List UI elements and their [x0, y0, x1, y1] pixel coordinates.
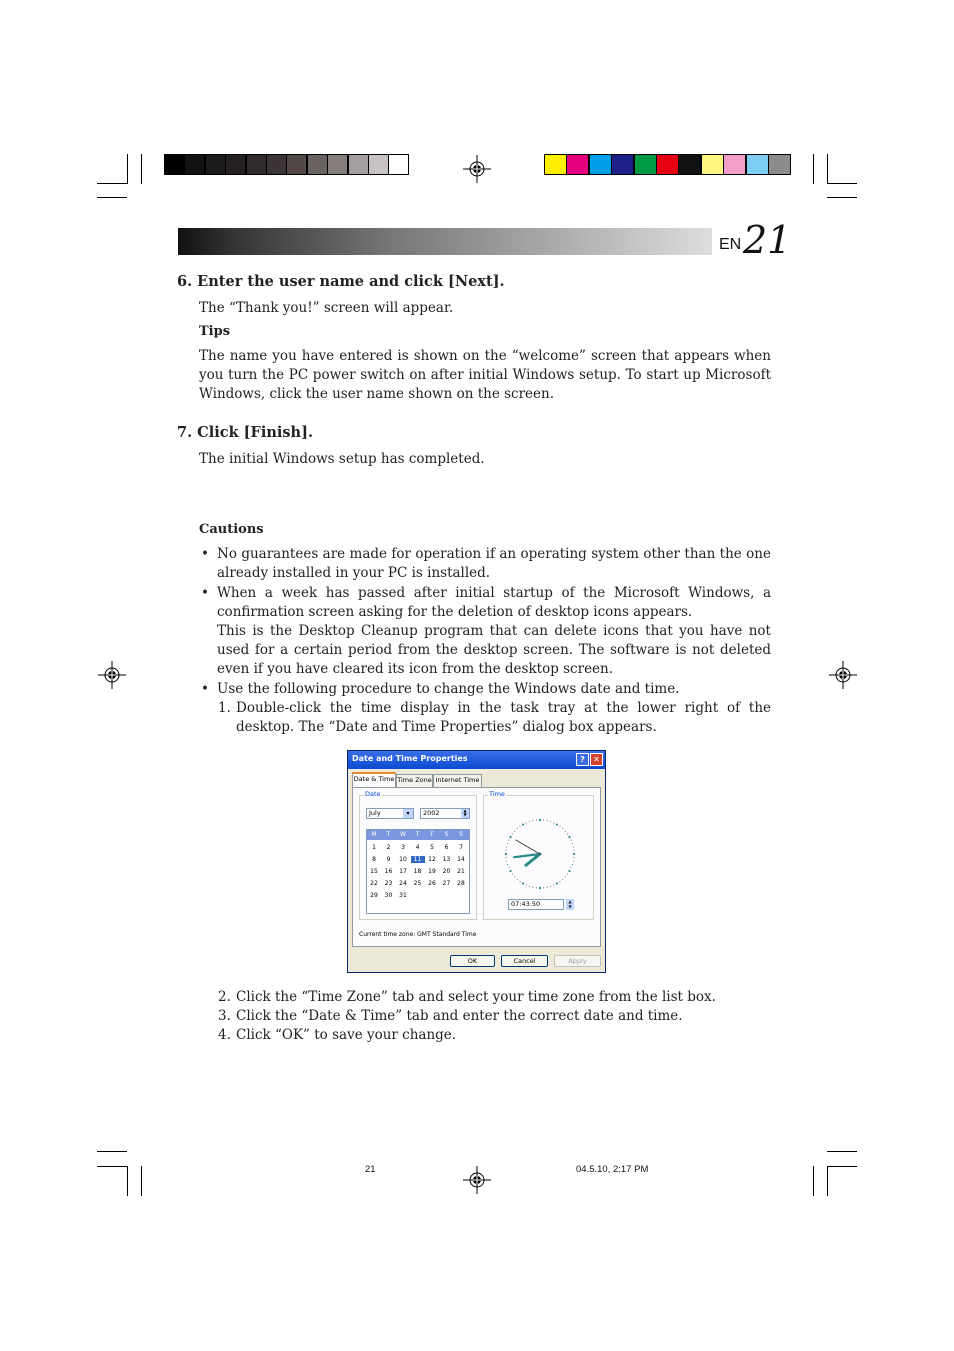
clock-tick — [536, 887, 537, 888]
step-number: 1. — [218, 700, 231, 716]
clock-tick — [550, 821, 551, 822]
clock-tick — [567, 873, 568, 874]
crop-mark — [127, 154, 128, 184]
clock-tick — [572, 843, 573, 844]
clock-tick — [529, 886, 530, 887]
clock-tick — [572, 864, 573, 865]
gray-swatch — [205, 154, 226, 175]
date-time-properties-dialog — [347, 750, 606, 973]
calendar-day[interactable]: 16 — [384, 868, 393, 875]
step-7-title: 7. Click [Finish]. — [177, 424, 313, 441]
crop-mark — [97, 183, 127, 184]
clock-tick — [559, 881, 560, 882]
month-select[interactable] — [366, 808, 414, 819]
clock-tick — [573, 861, 574, 862]
registration-mark-icon — [463, 1166, 491, 1194]
clock-tick — [506, 861, 507, 862]
calendar-day[interactable]: 20 — [442, 868, 451, 875]
procedure-step-1: Double-click the time display in the task tray at the lower right of the desktop. The “Date and Time Properties” dialog box appears. — [236, 700, 771, 735]
gray-swatch — [164, 154, 185, 175]
clock-tick — [522, 823, 524, 825]
clock-tick — [506, 850, 507, 851]
bullet-icon: • — [201, 546, 209, 562]
color-swatch — [701, 154, 724, 175]
month-value: July — [369, 809, 381, 817]
clock-tick — [573, 857, 574, 858]
step-number: 2. — [218, 989, 231, 1005]
cancel-button[interactable]: Cancel — [501, 955, 548, 967]
time-field[interactable] — [508, 899, 564, 910]
clock-tick — [562, 828, 563, 829]
clock-tick — [526, 885, 527, 886]
time-group-label: Time — [489, 790, 505, 798]
cautions-heading: Cautions — [199, 522, 264, 537]
clock-tick — [514, 831, 515, 832]
dialog-title-bar — [348, 751, 605, 769]
calendar-day[interactable]: 4 — [415, 844, 420, 851]
clock-tick — [556, 882, 558, 884]
clock-tick — [571, 867, 572, 868]
clock-tick — [514, 876, 515, 877]
gray-swatch — [348, 154, 369, 175]
gray-swatch — [266, 154, 287, 175]
color-swatch — [746, 154, 769, 175]
dialog-panel — [352, 787, 601, 947]
clock-tick — [532, 820, 533, 821]
clock-tick — [556, 823, 558, 825]
calendar-day[interactable]: 9 — [386, 856, 391, 863]
caution-bullet-3: Use the following procedure to change the Windows date and time. — [217, 681, 680, 697]
weekday-label: T — [415, 831, 420, 838]
clock-tick — [508, 840, 509, 841]
tab-time-zone[interactable]: Time Zone — [396, 774, 433, 787]
calendar-day[interactable]: 8 — [372, 856, 376, 863]
color-swatch — [723, 154, 746, 175]
clock-tick — [573, 853, 575, 855]
clock-tick — [517, 879, 518, 880]
time-group — [483, 790, 594, 920]
calendar-day[interactable]: 31 — [399, 892, 407, 899]
calendar-day[interactable]: 3 — [401, 844, 405, 851]
gray-swatch — [246, 154, 267, 175]
crop-mark — [827, 1166, 857, 1167]
weekday-label: M — [371, 831, 377, 838]
date-group — [359, 790, 477, 920]
clock-tick — [568, 870, 570, 872]
clock-tick — [547, 887, 548, 888]
bullet-icon: • — [201, 585, 209, 601]
calendar-day[interactable]: 2 — [386, 844, 391, 851]
calendar-day[interactable]: 25 — [413, 880, 422, 887]
registration-mark-icon — [98, 661, 126, 689]
caution-bullet-1: No guarantees are made for operation if an operating system other than the one already installed in your PC is installed. — [217, 546, 771, 581]
step-6-text: The “Thank you!” screen will appear. — [199, 300, 454, 316]
tab-internet-time[interactable]: Internet Time — [433, 774, 482, 787]
clock-tick — [507, 864, 508, 865]
dialog-title: Date and Time Properties — [352, 754, 468, 763]
spinner-icon[interactable]: ▲ ▼ — [566, 899, 574, 910]
clock-tick — [571, 840, 572, 841]
calendar-day[interactable]: 11 — [411, 856, 425, 863]
crop-mark — [827, 197, 857, 198]
calendar-day[interactable]: 21 — [457, 868, 465, 875]
clock-tick — [509, 870, 511, 872]
help-icon[interactable]: ? — [576, 753, 589, 766]
ok-button[interactable]: OK — [450, 955, 495, 967]
clock-tick — [532, 887, 533, 888]
crop-mark — [827, 154, 828, 184]
color-swatch — [634, 154, 657, 175]
clock-tick — [565, 876, 566, 877]
clock-tick — [547, 820, 548, 821]
crop-mark — [97, 1166, 127, 1167]
step-7-text: The initial Windows setup has completed. — [199, 451, 485, 467]
calendar-day[interactable]: 13 — [442, 856, 451, 863]
tips-heading: Tips — [199, 324, 231, 339]
weekday-label: T — [386, 831, 391, 838]
clock-tick — [507, 843, 508, 844]
clock-tick — [517, 828, 518, 829]
weekday-label: S — [459, 831, 463, 838]
tab-date-time[interactable]: Date & Time — [352, 772, 396, 787]
clock-tick — [562, 879, 563, 880]
clock-tick — [539, 887, 541, 889]
calendar-day[interactable]: 27 — [442, 880, 451, 887]
gray-swatch — [307, 154, 328, 175]
calendar-grid[interactable] — [366, 829, 470, 914]
calendar-day[interactable]: 7 — [459, 844, 463, 851]
page-number: 21 — [743, 218, 792, 262]
color-swatch — [768, 154, 791, 175]
clock-tick — [520, 826, 521, 827]
color-swatch — [566, 154, 589, 175]
bullet-icon: • — [201, 681, 209, 697]
calendar-day[interactable]: 23 — [384, 880, 393, 887]
clock-tick — [553, 885, 554, 886]
gray-swatch — [184, 154, 205, 175]
clock-tick — [559, 826, 560, 827]
close-icon[interactable]: ✕ — [590, 753, 603, 766]
analog-clock-icon — [502, 816, 578, 892]
clock-tick — [526, 822, 527, 823]
clock-tick — [543, 820, 544, 821]
color-swatch — [656, 154, 679, 175]
clock-tick — [536, 820, 537, 821]
weekday-label: W — [400, 831, 406, 838]
step-6-title: 6. Enter the user name and click [Next]. — [177, 273, 505, 290]
clock-tick — [505, 853, 507, 855]
clock-tick — [520, 881, 521, 882]
gray-swatch — [388, 154, 409, 175]
step-number: 4. — [218, 1027, 231, 1043]
registration-mark-icon — [463, 155, 491, 183]
apply-button[interactable]: Apply — [554, 955, 601, 967]
calendar-day[interactable]: 6 — [444, 844, 449, 851]
color-swatch — [678, 154, 701, 175]
spinner-icon[interactable]: ▲ ▼ — [461, 809, 469, 818]
calendar-day[interactable]: 10 — [399, 856, 407, 863]
color-swatch — [589, 154, 612, 175]
language-code: EN — [719, 236, 742, 253]
clock-tick — [568, 836, 570, 838]
calendar-day[interactable]: 18 — [413, 868, 422, 875]
clock-tick — [543, 887, 544, 888]
calendar-day[interactable]: 22 — [370, 880, 378, 887]
crop-mark — [127, 1166, 128, 1196]
calendar-day[interactable]: 15 — [370, 868, 378, 875]
clock-tick — [529, 821, 530, 822]
crop-mark — [813, 154, 814, 184]
procedure-step-3: Click the “Date & Time” tab and enter the correct date and time. — [236, 1008, 683, 1024]
caution-bullet-2: When a week has passed after initial startup of the Microsoft Windows, a confirmation screen asking for the deletion of desktop icons appears. — [217, 585, 771, 620]
chevron-down-icon[interactable]: ▾ — [403, 809, 413, 818]
color-swatch — [544, 154, 567, 175]
gray-swatch — [225, 154, 246, 175]
header-band — [178, 228, 712, 255]
registration-mark-icon — [829, 661, 857, 689]
weekday-label: S — [444, 831, 449, 838]
calendar-day[interactable]: 26 — [428, 880, 436, 887]
calendar-day[interactable]: 19 — [428, 868, 436, 875]
crop-mark — [827, 1166, 828, 1196]
clock-tick — [539, 819, 541, 821]
clock-tick — [565, 831, 566, 832]
calendar-day[interactable]: 14 — [457, 856, 465, 863]
clock-tick — [553, 822, 554, 823]
gray-swatch — [286, 154, 307, 175]
clock-tick — [506, 846, 507, 847]
clock-second-hand — [516, 840, 540, 854]
calendar-day[interactable]: 17 — [399, 868, 407, 875]
clock-tick — [508, 867, 509, 868]
year-stepper[interactable] — [420, 808, 470, 819]
step-number: 3. — [218, 1008, 231, 1024]
weekday-label: F — [430, 831, 434, 838]
page-label — [712, 218, 792, 262]
calendar-day[interactable]: 24 — [399, 880, 407, 887]
clock-tick — [522, 882, 524, 884]
footer-timestamp: 04.5.10, 2:17 PM — [576, 1164, 649, 1175]
crop-mark — [97, 1151, 127, 1152]
clock-tick — [573, 850, 574, 851]
crop-mark — [141, 1166, 142, 1196]
clock-tick — [573, 846, 574, 847]
calendar-day[interactable]: 30 — [384, 892, 393, 899]
clock-tick — [509, 836, 511, 838]
calendar-day[interactable]: 29 — [370, 892, 378, 899]
procedure-step-4: Click “OK” to save your change. — [236, 1027, 457, 1043]
time-value: 07:43:50 — [511, 900, 541, 908]
calendar-day[interactable]: 1 — [372, 844, 376, 851]
caution-bullet-2-continued: This is the Desktop Cleanup program that can delete icons that you have not used for a certain period from the desktop screen. The software is not deleted even if you have cleared its icon from the desktop screen. — [217, 623, 771, 677]
tips-text: The name you have entered is shown on the “welcome” screen that appears when you turn the PC power switch on after initial Windows setup. To start up Microsoft Windows, click the user name shown on the screen. — [199, 348, 771, 402]
crop-mark — [827, 183, 857, 184]
crop-mark — [813, 1166, 814, 1196]
crop-mark — [97, 197, 127, 198]
color-swatch — [611, 154, 634, 175]
clock-tick — [567, 834, 568, 835]
calendar-day[interactable]: 28 — [457, 880, 465, 887]
clock-tick — [512, 834, 513, 835]
gray-swatch — [368, 154, 389, 175]
calendar-day[interactable]: 12 — [428, 856, 436, 863]
calendar-day[interactable]: 5 — [430, 844, 434, 851]
year-value: 2002 — [423, 809, 440, 817]
crop-mark — [141, 154, 142, 184]
clock-tick — [512, 873, 513, 874]
footer-page-number: 21 — [365, 1164, 376, 1175]
clock-tick — [506, 857, 507, 858]
crop-mark — [827, 1151, 857, 1152]
current-time-zone: Current time zone: GMT Standard Time — [359, 931, 477, 938]
clock-tick — [550, 886, 551, 887]
date-group-label: Date — [365, 790, 381, 798]
procedure-step-2: Click the “Time Zone” tab and select your time zone from the list box. — [236, 989, 716, 1005]
gray-swatch — [327, 154, 348, 175]
